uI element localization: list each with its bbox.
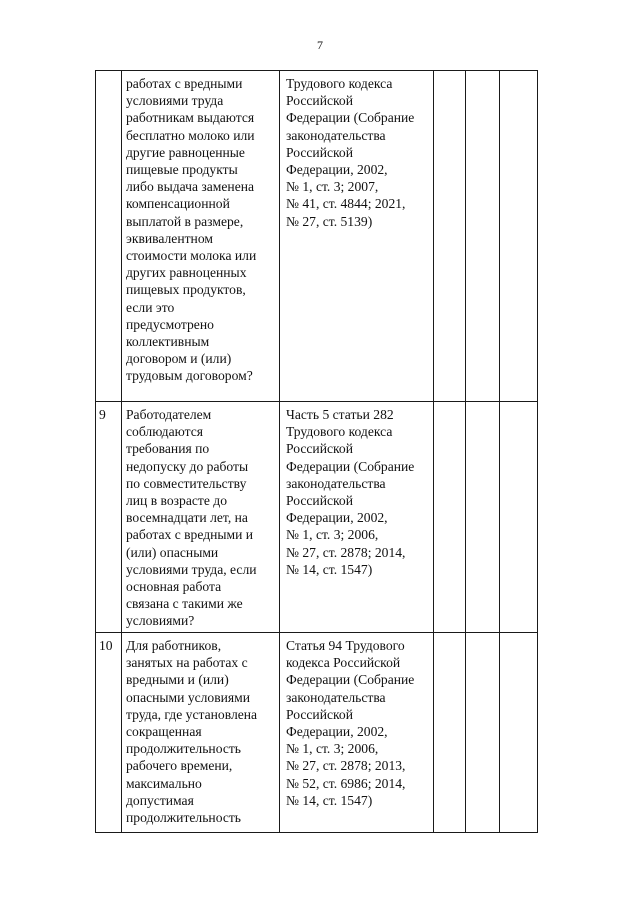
answer-cell-na — [500, 633, 538, 833]
answer-cell-yes — [434, 71, 466, 402]
answer-cell-no — [466, 71, 500, 402]
legal-reference: Часть 5 статьи 282 Трудового кодекса Российской Федерации (Собрание законодательства Российской Федерации, 2002, № 1, ст. 3; 2006, № 27, ст. 2878; 2014, № 14, ст. 1547) — [280, 402, 434, 633]
legal-reference: Трудового кодекса Российской Федерации (Собрание законодательства Российской Федерации, 2002, № 1, ст. 3; 2007, № 41, ст. 4844; 2021, № 27, ст. 5139) — [280, 71, 434, 402]
row-number: 10 — [96, 633, 122, 833]
row-number — [96, 71, 122, 402]
answer-cell-yes — [434, 402, 466, 633]
answer-cell-na — [500, 71, 538, 402]
answer-cell-no — [466, 402, 500, 633]
requirement-question: Работодателем соблюдаются требования по недопуску до работы по совместительству лиц в возрасте до восемнадцати лет, на работах с вредными и (или) опасными условиями труда, если основная работа связана с такими же условиями? — [122, 402, 280, 633]
page-number: 7 — [317, 38, 323, 52]
answer-cell-yes — [434, 633, 466, 833]
answer-cell-na — [500, 402, 538, 633]
checklist-table — [95, 70, 538, 833]
answer-cell-no — [466, 633, 500, 833]
requirement-question: Для работников, занятых на работах с вредными и (или) опасными условиями труда, где установлена сокращенная продолжительность рабочего времени, максимально допустимая продолжительность — [122, 633, 280, 833]
table-row — [96, 402, 538, 633]
table-row — [96, 633, 538, 833]
requirement-question: работах с вредными условиями труда работникам выдаются бесплатно молоко или другие равноценные пищевые продукты либо выдача заменена компенсационной выплатой в размере, эквивалентном стоимости молока или других равноценных пищевых продуктов, если это предусмотрено коллективным договором и (или) трудовым договором? — [122, 71, 280, 402]
row-number: 9 — [96, 402, 122, 633]
legal-reference: Статья 94 Трудового кодекса Российской Федерации (Собрание законодательства Российской Федерации, 2002, № 1, ст. 3; 2006, № 27, ст. 2878; 2013, № 52, ст. 6986; 2014, № 14, ст. 1547) — [280, 633, 434, 833]
table-row — [96, 71, 538, 402]
